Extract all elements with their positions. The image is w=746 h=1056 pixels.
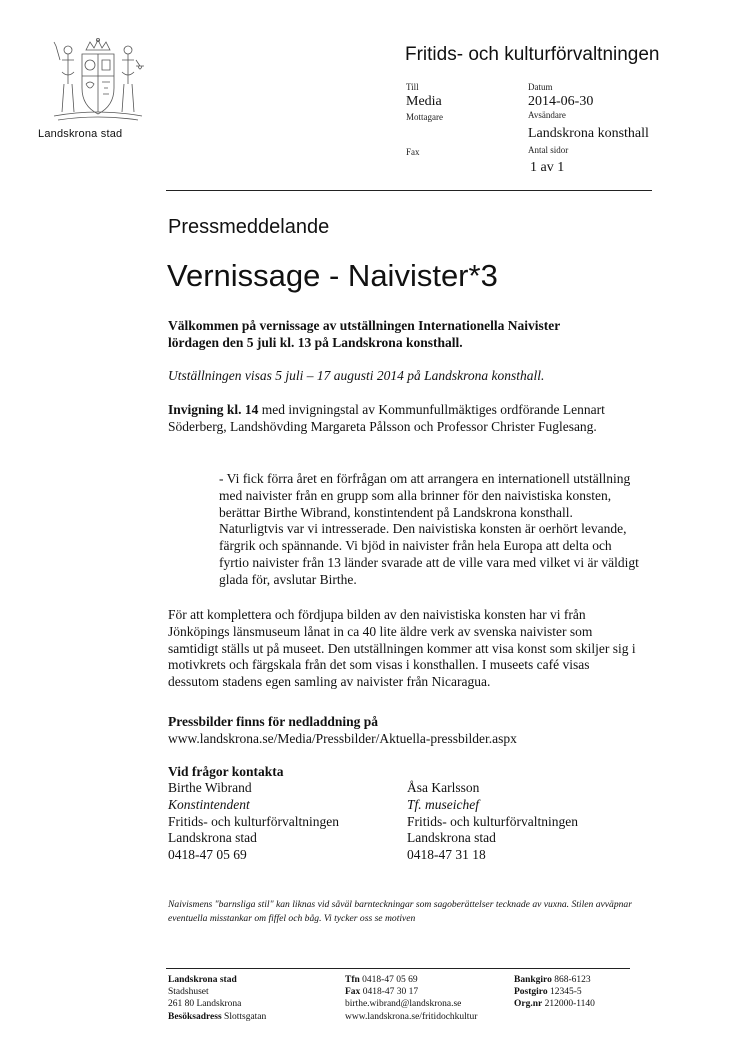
contact-name: Birthe Wibrand <box>168 780 252 795</box>
till-label: Till <box>406 82 419 92</box>
footer-divider <box>166 968 630 969</box>
quote-paragraph: - Vi fick förra året en förfrågan om att arrangera en internationell utställning med naivister från en grupp som alla brinner för den naivistiska konsten, berättar Birthe Wibrand, konstintendent på Landskrona konsthall. Naturligtvis var vi intresserade. Den naivistiska konsten är oerhört levande, färgrik och spännande. Vi bjöd in naivister från hela Europa att delta och fyrtio naivister från 13 länder svarade att de ville vara med vilket vi är väldigt glada för, avslutar Birthe. <box>219 471 639 587</box>
footer-visit-address <box>168 1011 266 1023</box>
footnote: Naivismens "barnsliga stil" kan liknas vid såväl barnteckningar som sagoberättelser tecknade av vuxna. Stilen avväpnar eventuella misstankar om fiffel och båg. Vi tycker oss se motiven <box>168 899 632 924</box>
footer-bankgiro-value: 868-6123 <box>551 975 591 985</box>
contact-city: Landskrona stad <box>407 830 496 846</box>
footer-org-name: Landskrona stad <box>168 975 237 985</box>
antal-sidor-value: 1 av 1 <box>530 160 565 175</box>
footer-fax-value: 0418-47 30 17 <box>360 987 419 998</box>
footer-postal: 261 80 Landskrona <box>168 999 242 1010</box>
footer-bankgiro-label: Bankgiro <box>514 975 552 985</box>
footer-postgiro-label: Postgiro <box>514 987 548 998</box>
footer-orgnr <box>514 998 595 1010</box>
footer-phone <box>345 974 477 986</box>
press-images-title: Pressbilder finns för nedladdning på <box>168 714 379 729</box>
footer-fax <box>345 986 477 998</box>
intro-paragraph <box>168 318 638 352</box>
footer-bankgiro <box>514 974 595 986</box>
contact-phone: 0418-47 31 18 <box>407 847 486 863</box>
footer-postgiro-value: 12345-5 <box>547 987 582 998</box>
footer-fax-label: Fax <box>345 987 361 998</box>
footer-orgnr-label: Org.nr <box>514 999 543 1010</box>
footer-orgnr-value: 212000-1140 <box>542 999 595 1010</box>
footer-visit-value: Slottsgatan <box>221 1011 267 1022</box>
datum-value: 2014-06-30 <box>528 94 594 109</box>
header-divider <box>166 190 652 191</box>
press-images-block <box>168 714 638 748</box>
footer-contact <box>345 974 477 1023</box>
footer-phone-label: Tfn <box>345 975 360 985</box>
document-type: Pressmeddelande <box>168 216 330 238</box>
footer-postgiro <box>514 986 595 998</box>
avsandare-label: Avsändare <box>528 110 566 120</box>
opening-paragraph <box>168 402 638 436</box>
contact-role: Konstintendent <box>168 796 250 812</box>
exhibition-dates: Utställningen visas 5 juli – 17 augusti 2014 på Landskrona konsthall. <box>168 368 545 383</box>
coat-of-arms-icon <box>48 36 148 128</box>
fax-label: Fax <box>406 147 420 157</box>
department-name: Fritids- och kulturförvaltningen <box>405 44 660 65</box>
footer-email[interactable]: birthe.wibrand@landskrona.se <box>345 999 462 1010</box>
till-value: Media <box>406 94 442 109</box>
intro-line-2: lördagen den 5 juli kl. 13 på Landskrona konsthall. <box>168 334 463 350</box>
contact-card <box>407 780 627 864</box>
footer-phone-value: 0418-47 05 69 <box>359 975 418 985</box>
contact-org: Fritids- och kulturförvaltningen <box>168 813 339 829</box>
contact-phone: 0418-47 05 69 <box>168 847 247 863</box>
footer-banking <box>514 974 595 1011</box>
opening-text: med invigningstal av Kommunfullmäktiges ordförande Lennart Söderberg, Landshövding Margareta Pålsson och Professor Christer Fuglesang. <box>168 402 605 434</box>
contact-city: Landskrona stad <box>168 830 257 846</box>
document-title: Vernissage - Naivister*3 <box>167 258 498 293</box>
contacts-title: Vid frågor kontakta <box>168 764 284 779</box>
footer-building: Stadshuset <box>168 987 209 998</box>
footer-website[interactable]: www.landskrona.se/fritidochkultur <box>345 1011 478 1022</box>
contact-role: Tf. museichef <box>407 796 479 812</box>
footer-address <box>168 974 266 1023</box>
contact-org: Fritids- och kulturförvaltningen <box>407 813 578 829</box>
footer-visit-label: Besöksadress <box>168 1011 222 1022</box>
antal-sidor-label: Antal sidor <box>528 145 569 155</box>
mottagare-label: Mottagare <box>406 112 443 122</box>
contact-name: Åsa Karlsson <box>407 780 480 795</box>
press-images-link[interactable]: www.landskrona.se/Media/Pressbilder/Aktuella-pressbilder.aspx <box>168 730 517 746</box>
opening-time: Invigning kl. 14 <box>168 402 259 417</box>
contact-card <box>168 780 388 864</box>
body-paragraph: För att komplettera och fördjupa bilden av den naivistiska konsten har vi från Jönköpings länsmuseum lånat in ca 40 lite äldre verk av svenska naivister som samtidigt ställs ut på museet. Den utställningen kommer att visa konst som skiljer sig i motivkrets och färgskala från det som visas i konsthallen. I museets café visas dessutom stadens egen samling av naivister från Nicaragua. <box>168 607 636 690</box>
datum-label: Datum <box>528 82 553 92</box>
avsandare-value: Landskrona konsthall <box>528 126 649 141</box>
logo-text: Landskrona stad <box>38 128 123 140</box>
intro-line-1: Välkommen på vernissage av utställningen Internationella Naivister <box>168 318 561 333</box>
